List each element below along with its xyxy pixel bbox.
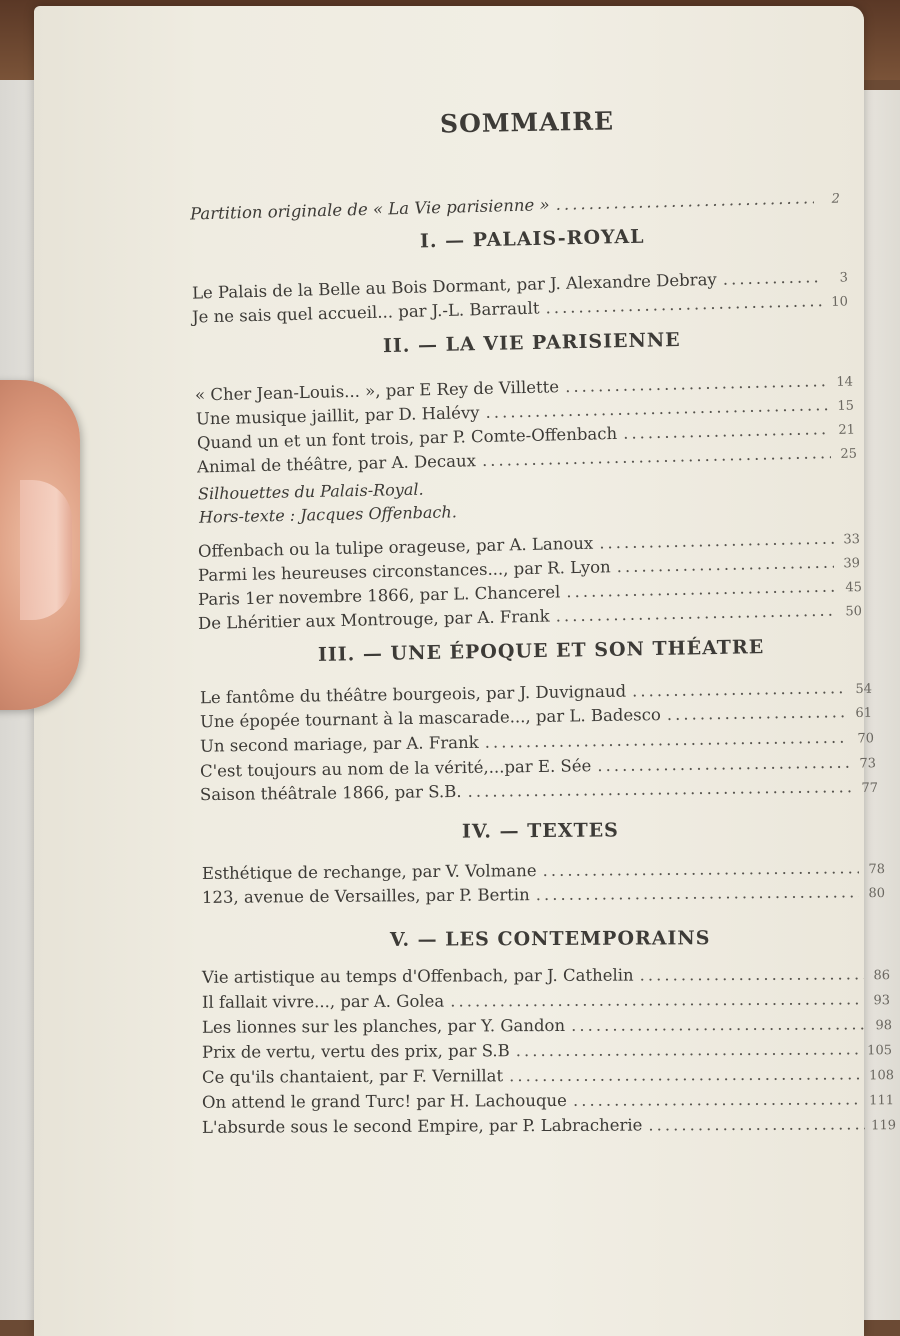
dot-leader <box>722 267 822 289</box>
toc-entry-label: « Cher Jean-Louis... », par E Rey de Villette <box>194 377 560 405</box>
toc-entry-label: L'absurde sous le second Empire, par P. Labracherie <box>201 1115 643 1137</box>
toc-entry-page: 54 <box>855 681 873 697</box>
dot-leader <box>648 1114 865 1134</box>
dot-leader <box>450 989 864 1010</box>
dot-leader <box>509 1064 863 1085</box>
toc-entry-page: 70 <box>857 731 875 747</box>
toc-entry-page: 2 <box>831 191 841 207</box>
dot-leader <box>640 964 864 984</box>
toc-entry-page: 10 <box>831 294 849 310</box>
toc-entry-page: 3 <box>839 270 849 286</box>
toc-entry-label: Ce qu'ils chantaient, par F. Vernillat <box>201 1066 504 1087</box>
toc-entry-page: 78 <box>868 862 886 878</box>
toc-note: Hors-texte : Jacques Offenbach. <box>198 502 457 527</box>
dot-leader <box>667 702 846 724</box>
dot-leader <box>565 371 827 396</box>
section-heading-1: I. — PALAIS-ROYAL <box>419 225 645 253</box>
toc-entry-label: Je ne sais quel accueil... par J.-L. Barrault <box>191 298 540 327</box>
dot-leader <box>599 529 834 553</box>
toc-entry-page: 39 <box>843 556 861 572</box>
toc-entry-page: 50 <box>845 604 863 620</box>
toc-entry-label: Le Palais de la Belle au Bois Dormant, par J. Alexandre Debray <box>191 269 717 303</box>
toc-entry-page: 14 <box>836 374 854 390</box>
dot-leader <box>571 1014 866 1035</box>
toc-entry <box>202 1064 894 1092</box>
toc-entry-page: 105 <box>867 1043 893 1059</box>
dot-leader <box>536 882 859 904</box>
section-heading-4: IV. — TEXTES <box>461 819 619 843</box>
section-heading-3: III. — UNE ÉPOQUE ET SON THÉATRE <box>317 636 765 666</box>
toc-entry-page: 119 <box>871 1118 897 1134</box>
toc-entry-label: Une musique jaillit, par D. Halévy <box>195 403 480 429</box>
toc-entry <box>202 1114 896 1142</box>
toc-entry-label: Esthétique de rechange, par V. Volmane <box>201 861 537 883</box>
toc-entry-label: Prix de vertu, vertu des prix, par S.B <box>201 1041 510 1062</box>
toc-entry-page: 98 <box>875 1018 893 1034</box>
toc-entry-intro <box>190 187 840 228</box>
toc-entry-label: 123, avenue de Versailles, par P. Bertin <box>201 885 530 907</box>
dot-leader <box>542 858 859 880</box>
dot-leader <box>616 553 834 577</box>
thumbnail-highlight <box>20 480 72 620</box>
toc-entry-label: Une épopée tournant à la mascarade..., par L. Badesco <box>199 705 661 732</box>
dot-leader <box>555 188 814 214</box>
toc-entry-label: Offenbach ou la tulipe orageuse, par A. Lanoux <box>197 533 594 561</box>
toc-note: Silhouettes du Palais-Royal. <box>197 479 424 504</box>
toc-entry-label: Parmi les heureuses circonstances..., par R. Lyon <box>197 557 611 585</box>
toc-entry-page: 21 <box>838 422 856 438</box>
dot-leader <box>597 753 850 776</box>
toc-entry-label: Quand un et un font trois, par P. Comte-Offenbach <box>196 423 618 453</box>
toc-entry-page: 111 <box>869 1093 895 1109</box>
toc-entry <box>202 989 890 1017</box>
toc-entry-label: Animal de théâtre, par A. Decaux <box>196 451 477 477</box>
dot-leader <box>573 1089 863 1110</box>
toc-entry-page: 86 <box>873 968 891 984</box>
toc-entry-label: De Lhéritier aux Montrouge, par A. Frank <box>197 606 550 633</box>
dot-leader <box>484 728 848 752</box>
toc-entry-label: Vie artistique au temps d'Offenbach, par J. Cathelin <box>201 965 634 987</box>
toc-entry-label: Le fantôme du théâtre bourgeois, par J. Duvignaud <box>199 681 627 708</box>
toc-entry <box>202 964 890 992</box>
toc-entry-page: 61 <box>855 705 873 721</box>
toc-entry-label: Les lionnes sur les planches, par Y. Gandon <box>201 1015 566 1037</box>
toc-entry <box>202 882 885 912</box>
toc-entry <box>202 1089 894 1117</box>
page-title: SOMMAIRE <box>439 106 615 139</box>
toc-entry <box>202 1014 892 1042</box>
dot-leader <box>516 1039 862 1060</box>
toc-entry-label: Il fallait vivre..., par A. Golea <box>201 991 445 1012</box>
toc-entry-label: C'est toujours au nom de la vérité,...par E. Sée <box>199 756 592 781</box>
dot-leader <box>632 678 846 700</box>
toc-entry-label: Saison théâtrale 1866, par S.B. <box>199 781 462 805</box>
toc-entry-page: 80 <box>868 886 886 902</box>
dot-leader <box>467 777 852 801</box>
toc-entry-page: 93 <box>873 993 891 1009</box>
toc-entry-page: 15 <box>837 398 855 414</box>
toc-entry-page: 45 <box>845 580 863 596</box>
dot-leader <box>623 419 829 443</box>
toc-entry-label: Un second mariage, par A. Frank <box>199 732 479 756</box>
toc-entry-page: 33 <box>843 532 861 548</box>
toc-entry <box>202 1039 892 1067</box>
toc-entry-label: Paris 1er novembre 1866, par L. Chancerel <box>197 582 561 609</box>
toc-entry-label: On attend le grand Turc! par H. Lachouque <box>201 1090 567 1112</box>
toc-entry-page: 25 <box>840 446 858 462</box>
section-heading-2: II. — LA VIE PARISIENNE <box>382 328 681 358</box>
toc-entry-page: 108 <box>869 1068 895 1084</box>
section-heading-5: V. — LES CONTEMPORAINS <box>389 927 711 951</box>
toc-entry-page: 77 <box>861 780 879 797</box>
toc-entry-page: 73 <box>859 756 877 772</box>
toc-entry-label: Partition originale de « La Vie parisienne » <box>189 195 550 224</box>
